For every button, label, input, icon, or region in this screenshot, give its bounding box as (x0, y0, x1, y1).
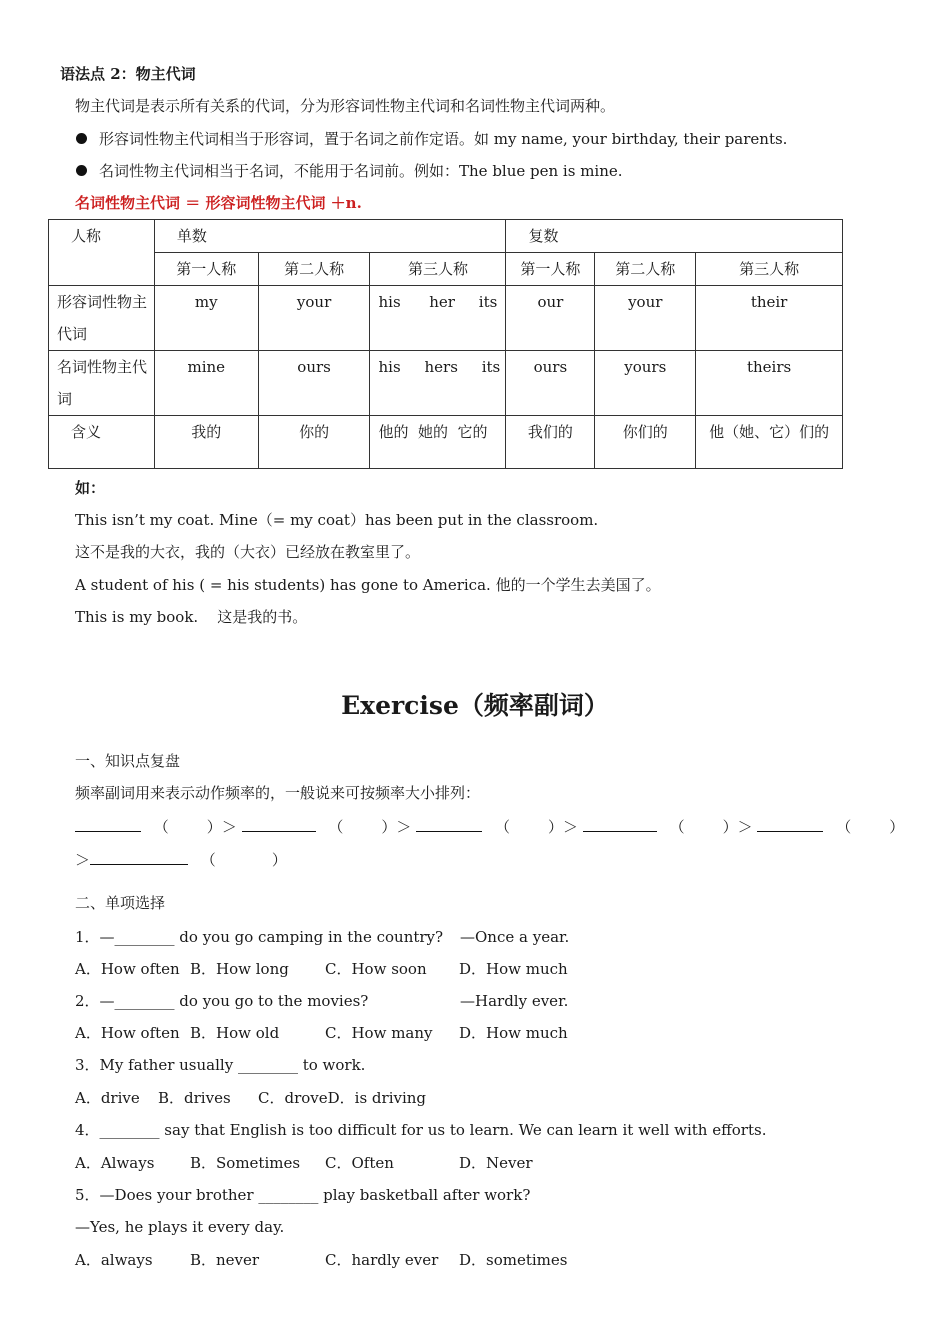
example-sentence: A student of his ( = his students) has gone to America. 他的一个学生去美国了。 (75, 576, 661, 594)
greater-than: ＞ (221, 818, 237, 836)
header-third-person: 第三人称 (696, 253, 843, 286)
option-c[interactable]: C．drove (258, 1089, 328, 1107)
table-cell: my (154, 286, 258, 351)
answer-blank[interactable] (757, 815, 823, 832)
header-second-person: 第二人称 (258, 253, 370, 286)
option-d[interactable]: D．Never (459, 1154, 533, 1172)
example-sentence: This isn’t my coat. Mine（= my coat）has been put in the classroom. (75, 511, 599, 529)
table-cell: our (506, 286, 595, 351)
table-cell: 他的 她的 它的 (370, 416, 506, 469)
greater-than: ＞ (737, 818, 753, 836)
paren-close: ） (548, 818, 564, 836)
option-a[interactable]: A．Always (75, 1154, 155, 1172)
paren-open: （ (495, 818, 511, 836)
table-cell: your (258, 286, 370, 351)
section-title-review: 一、知识点复盘 (75, 752, 181, 770)
table-cell: ours (258, 351, 370, 416)
header-second-person: 第二人称 (595, 253, 696, 286)
option-b[interactable]: B．How long (190, 960, 289, 978)
paren-open: （ (328, 818, 344, 836)
option-d[interactable]: D．is driving (327, 1089, 427, 1107)
option-a[interactable]: A．drive (75, 1089, 140, 1107)
option-a[interactable]: A．How often (75, 960, 180, 978)
option-c[interactable]: C．Often (325, 1154, 394, 1172)
paren-open: （ (200, 851, 216, 869)
header-person: 人称 (49, 220, 155, 286)
header-singular: 单数 (154, 220, 506, 253)
row-label: 名词性物主代词 (49, 351, 155, 416)
table-row (49, 351, 843, 416)
option-b[interactable]: B．drives (158, 1089, 231, 1107)
header-first-person: 第一人称 (154, 253, 258, 286)
question-reply: —Hardly ever. (460, 992, 569, 1010)
paren-close: ） (381, 818, 397, 836)
option-a[interactable]: A．How often (75, 1024, 180, 1042)
paren-open: （ (153, 818, 169, 836)
greater-than: ＞ (563, 818, 579, 836)
question-options (75, 1153, 533, 1173)
frequency-order-row-1 (75, 815, 904, 837)
example-sentence: This is my book. 这是我的书。 (75, 608, 308, 626)
paren-open: （ (669, 818, 685, 836)
paren-close: ） (206, 818, 222, 836)
row-label: 形容词性物主代词 (49, 286, 155, 351)
examples-label: 如： (75, 479, 106, 497)
row-label: 含义 (49, 416, 155, 469)
table-cell: 我们的 (506, 416, 595, 469)
question-stem: 5．—Does your brother ________ play basketball after work? (75, 1186, 531, 1204)
answer-blank[interactable] (583, 815, 657, 832)
answer-blank[interactable] (90, 848, 188, 865)
header-third-person: 第三人称 (370, 253, 506, 286)
answer-blank[interactable] (416, 815, 482, 832)
question-options (75, 1023, 568, 1043)
exercise-title: Exercise（频率副词） (341, 691, 609, 720)
question-stem: 1．—________ do you go camping in the country? (75, 928, 444, 946)
option-b[interactable]: B．never (190, 1251, 260, 1269)
paren-close: ） (271, 851, 287, 869)
formula: 名词性物主代词 ＝ 形容词性物主代词 ＋n. (75, 194, 362, 212)
question-options (75, 1088, 426, 1108)
question-stem: 2．—________ do you go to the movies? (75, 992, 369, 1010)
table-cell: 我的 (154, 416, 258, 469)
table-cell: yours (595, 351, 696, 416)
question-options (75, 959, 568, 979)
option-c[interactable]: C．How many (325, 1024, 433, 1042)
table-cell: 他（她、它）们的 (696, 416, 843, 469)
intro-text: 物主代词是表示所有关系的代词，分为形容词性物主代词和名词性物主代词两种。 (75, 97, 616, 115)
question-options (75, 1250, 567, 1270)
option-c[interactable]: C．hardly ever (325, 1251, 439, 1269)
question-reply: —Yes, he plays it every day. (75, 1218, 285, 1236)
grammar-heading: 语法点 2：物主代词 (60, 65, 196, 83)
table-cell: theirs (696, 351, 843, 416)
table-cell: 你的 (258, 416, 370, 469)
example-sentence: 这不是我的大衣，我的（大衣）已经放在教室里了。 (75, 543, 421, 561)
section-review-text: 频率副词用来表示动作频率的，一般说来可按频率大小排列： (75, 784, 481, 802)
bullet-icon (76, 133, 87, 144)
table-cell: their (696, 286, 843, 351)
table-row (49, 286, 843, 351)
bullet-text-adjective: 形容词性物主代词相当于形容词，置于名词之前作定语。如 my name, your birthday, their parents. (99, 130, 788, 148)
section-title-choice: 二、单项选择 (75, 894, 166, 912)
option-d[interactable]: D．sometimes (459, 1251, 568, 1269)
table-cell: 你们的 (595, 416, 696, 469)
paren-open: （ (836, 818, 852, 836)
option-d[interactable]: D．How much (459, 960, 568, 978)
paren-close: ） (722, 818, 738, 836)
frequency-order-row-2 (75, 848, 287, 870)
paren-close: ） (889, 818, 905, 836)
table-row (49, 416, 843, 469)
table-cell: mine (154, 351, 258, 416)
bullet-icon (76, 165, 87, 176)
question-stem: 3．My father usually ________ to work. (75, 1056, 366, 1074)
table-cell: ours (506, 351, 595, 416)
option-b[interactable]: B．Sometimes (190, 1154, 301, 1172)
option-a[interactable]: A．always (75, 1251, 153, 1269)
option-d[interactable]: D．How much (459, 1024, 568, 1042)
answer-blank[interactable] (75, 815, 141, 832)
question-stem: 4．________ say that English is too difficult for us to learn. We can learn it well with efforts. (75, 1121, 767, 1139)
bullet-text-noun: 名词性物主代词相当于名词，不能用于名词前。例如：The blue pen is mine. (99, 162, 623, 180)
table-cell: your (595, 286, 696, 351)
header-plural: 复数 (506, 220, 843, 253)
greater-than: ＞ (75, 851, 91, 869)
option-b[interactable]: B．How old (190, 1024, 280, 1042)
table-cell: his her its (370, 286, 506, 351)
greater-than: ＞ (396, 818, 412, 836)
question-reply: —Once a year. (460, 928, 570, 946)
header-first-person: 第一人称 (506, 253, 595, 286)
possessive-pronoun-table (48, 219, 843, 469)
answer-blank[interactable] (242, 815, 316, 832)
table-cell: his hers its (370, 351, 506, 416)
option-c[interactable]: C．How soon (325, 960, 427, 978)
